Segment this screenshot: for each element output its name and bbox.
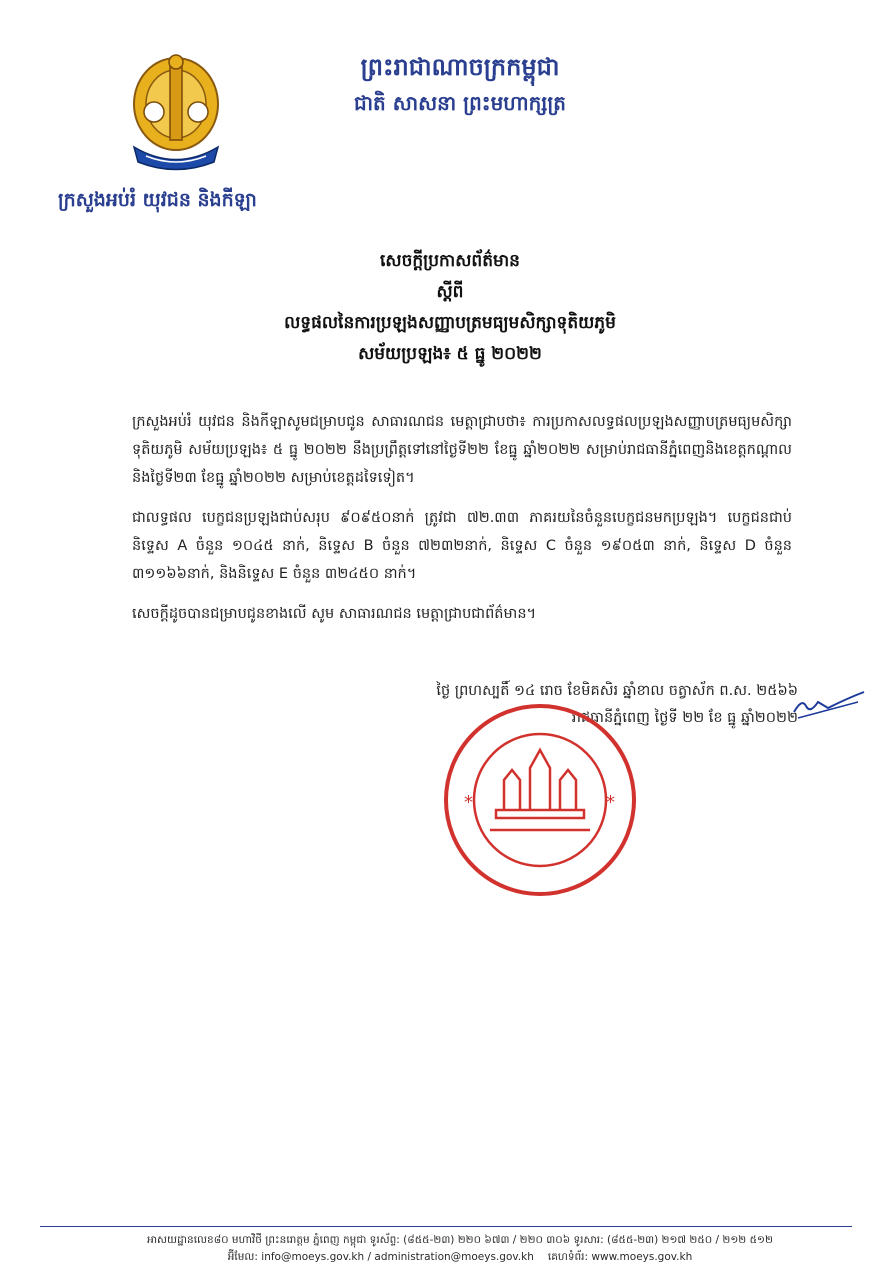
kingdom-name: ព្រះរាជាណាចក្រកម្ពុជា: [360, 52, 560, 81]
footer-email-label: អ៊ីមែល:: [227, 1251, 258, 1263]
footer: [60, 1232, 860, 1266]
footer-address: អាសយដ្ឋានលេខ៨០ មហាវិថី ព្រះនរោត្តម ភ្នំពេញ កម្ពុជា ទូរស័ព្ទ: (៨៥៥-២៣) ២២០ ៦៧៣ / ២២០ ៣០៦ ទូរសារ: (៨៥៥-២៣) ២១៧ ២៥០ / ២១២ ៥១២: [147, 1234, 773, 1246]
lunar-date: ថ្ងៃ ព្រហស្បតិ៍ ១៤ រោច ខែមិគសិរ ឆ្នាំខាល ចត្វាស័ក ព.ស. ២៥៦៦: [436, 683, 798, 699]
title-line-2: ស្តីពី: [436, 282, 464, 302]
title-line-3: លទ្ធផលនៃការប្រឡងសញ្ញាបត្រមធ្យមសិក្សាទុតិយភូមិ: [284, 313, 616, 333]
announcement-body: [132, 408, 792, 640]
body-paragraph-3: សេចក្តីដូចបានជម្រាបជូនខាងលើ សូម សាធារណជន មេត្តាជ្រាបជាព័ត៌មាន។: [132, 606, 537, 622]
footer-emails[interactable]: info@moeys.gov.kh / administration@moeys.gov.kh: [261, 1251, 534, 1263]
footer-website[interactable]: www.moeys.gov.kh: [591, 1251, 693, 1263]
footer-divider: [40, 1226, 852, 1227]
ministry-emblem-icon: [126, 52, 226, 177]
solar-date: រាជធានីភ្នំពេញ ថ្ងៃទី ២២ ខែ ធ្នូ ឆ្នាំ២០២២: [571, 710, 798, 726]
svg-text:*: *: [464, 792, 473, 813]
footer-website-label: គេហទំព័រ:: [547, 1251, 589, 1263]
official-seal-icon: [440, 700, 640, 900]
announcement-title: [100, 246, 800, 370]
body-paragraph-2: ជាលទ្ធផល បេក្ខជនប្រឡងជាប់សរុប ៩០៩៥០នាក់ ត្រូវជា ៧២.៣៣ ភាគរយនៃចំនួនបេក្ខជនមកប្រឡង។ បេក្ខជនជាប់និទ្ទេស A ចំនួន ១០៤៥ នាក់, និទ្ទេស B ចំនួន ៧២៣២នាក់, និទ្ទេស C ចំនួន ១៩០៥៣ នាក់, និទ្ទេស D ចំនួន ៣១១៦៦នាក់, និងនិទ្ទេស E ចំនួន ៣២៤៥០ នាក់។: [132, 510, 792, 582]
svg-text:*: *: [606, 792, 615, 813]
title-line-4: សម័យប្រឡង៖ ៥ ធ្នូ ២០២២: [358, 344, 542, 364]
body-paragraph-1: ក្រសួងអប់រំ យុវជន និងកីឡាសូមជម្រាបជូន សាធារណជន មេត្តាជ្រាបថា៖ ការប្រកាសលទ្ធផលប្រឡងសញ្ញាបត្រមធ្យមសិក្សាទុតិយភូមិ សម័យប្រឡង៖ ៥ ធ្នូ ២០២២ នឹងប្រព្រឹត្តទៅនៅថ្ងៃទី២២ ខែធ្នូ ឆ្នាំ២០២២ សម្រាប់រាជធានីភ្នំពេញនិងខេត្តកណ្តាល និងថ្ងៃទី២៣ ខែធ្នូ ឆ្នាំ២០២២ សម្រាប់ខេត្តដទៃទៀត។: [132, 414, 792, 486]
national-motto: ជាតិ សាសនា ព្រះមហាក្សត្រ: [354, 91, 566, 115]
signature-icon: [788, 684, 868, 724]
kingdom-header: [290, 50, 630, 118]
title-line-1: សេចក្តីប្រកាសព័ត៌មាន: [380, 251, 520, 271]
ministry-name: ក្រសួងអប់រំ យុវជន និងកីឡា: [58, 189, 257, 211]
